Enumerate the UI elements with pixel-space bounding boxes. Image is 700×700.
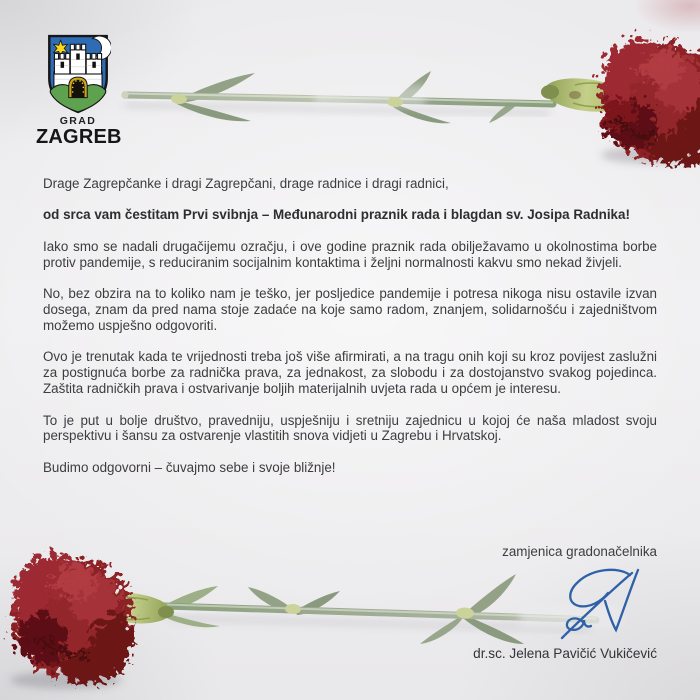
signer-name: dr.sc. Jelena Pavičić Vukičević [473, 646, 657, 661]
paragraph-2: No, bez obzira na to koliko nam je teško, jer posljedice pandemije i potresa nikoga nisu ostavile izvan dosega, znam da pred nama stoje zadaće na koje samo radom, znanjem, solidarnošću i zajedništvom možemo uspješno odgovoriti. [43, 286, 657, 333]
org-name-small: GRAD [59, 115, 97, 127]
gate-icon [69, 77, 87, 98]
letter-body [43, 176, 657, 491]
greeting-line: od srca vam čestitam Prvi svibnja – Međunarodni praznik rada i blagdan sv. Josipa Radnika! [43, 207, 630, 223]
paragraph-1: Iako smo se nadali drugačijemu ozračju, i ove godine praznik rada obilježavamo u okolnostima borbe protiv pandemije, s reduciranim socijalnim kontaktima i željni normalnosti kakvu smo nekad živjeli. [43, 238, 657, 270]
paragraph-3: Ovo je trenutak kada te vrijednosti treba još više afirmirati, a na tragu onih koji su kroz povijest zaslužni za postignuća borbe za radnička prava, za jednakost, za slobodu i za dostojanstvo svakog pojedinca. Zaštita radničkih prava i ostvarivanje boljih materijalnih uvjeta rada u općem je interesu. [43, 349, 657, 397]
zagreb-coat-of-arms [45, 33, 111, 115]
signer-role: zamjenica gradonačelnika [502, 544, 657, 559]
salutation: Drage Zagrepčanke i dragi Zagrepčani, drage radnice i dragi radnici, [43, 176, 449, 191]
closing-line: Budimo odgovorni – čuvajmo sebe i svoje bližnje! [43, 459, 336, 475]
paragraph-4: To je put u bolje društvo, pravedniju, uspješniju i sretniju zajednicu u kojoj će naša mladost svoju perspektivu i šansu za ostvarenje vlastitih snova vidjeti u Zagrebu i Hrvatskoj. [43, 412, 657, 444]
carnation-head [6, 548, 126, 678]
carnation-flower-top [105, 15, 700, 185]
signature-handwritten [478, 562, 664, 650]
carnation-head [593, 33, 700, 159]
org-name-large: ZAGREB [36, 126, 122, 148]
